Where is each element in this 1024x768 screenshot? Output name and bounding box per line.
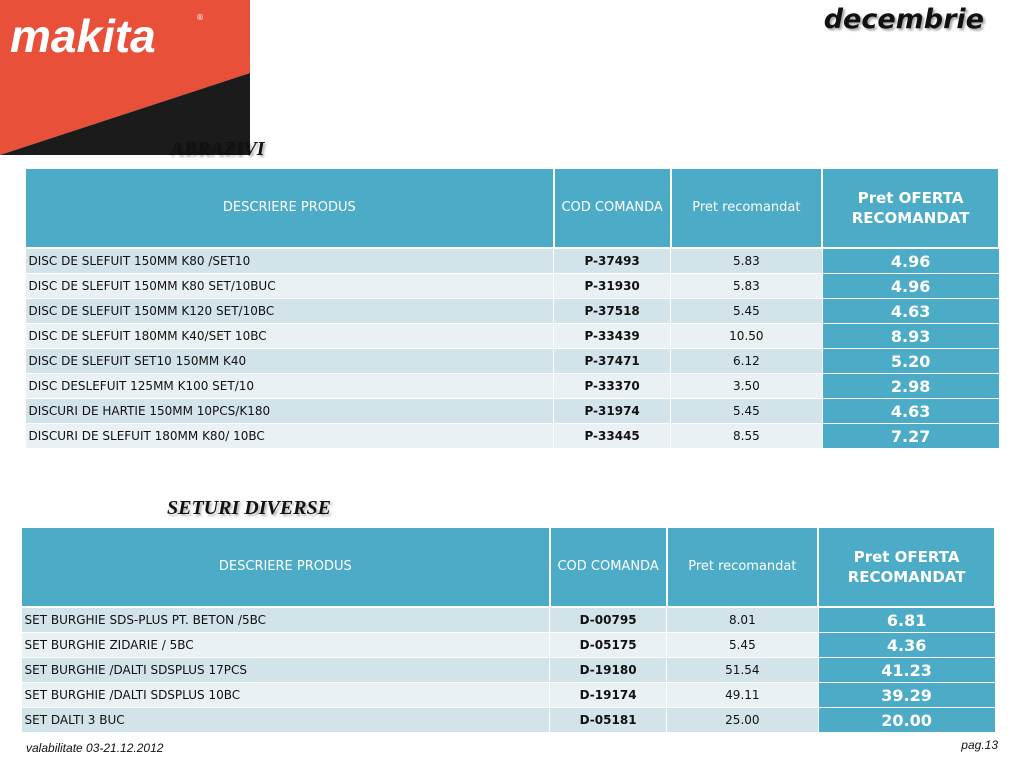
section-title-seturi: SETURI DIVERSE: [167, 497, 331, 519]
product-description: SET BURGHIE /DALTI SDSPLUS 17PCS: [21, 658, 550, 683]
offer-price: 4.63: [822, 299, 999, 324]
header-price: Pret recomandat: [671, 168, 823, 248]
product-description: DISC DE SLEFUIT 150MM K80 /SET10: [25, 248, 554, 274]
product-code: D-05181: [550, 708, 667, 733]
table-row: [21, 683, 995, 708]
recommended-price: 51.54: [667, 658, 819, 683]
table-row: [25, 248, 999, 274]
product-description: DISC DE SLEFUIT SET10 150MM K40: [25, 349, 554, 374]
section-title-abrazivi: ABRAZIVI: [170, 138, 265, 160]
recommended-price: 10.50: [671, 324, 823, 349]
offer-price: 4.36: [818, 633, 995, 658]
product-code: P-33445: [554, 424, 671, 449]
recommended-price: 5.83: [671, 274, 823, 299]
header-description: DESCRIERE PRODUS: [21, 527, 550, 607]
table-row: [21, 658, 995, 683]
product-code: D-19174: [550, 683, 667, 708]
header-price: Pret recomandat: [667, 527, 819, 607]
product-code: D-19180: [550, 658, 667, 683]
offer-price: 2.98: [822, 374, 999, 399]
table-row: [21, 607, 995, 633]
recommended-price: 5.45: [667, 633, 819, 658]
recommended-price: 5.83: [671, 248, 823, 274]
product-code: D-00795: [550, 607, 667, 633]
product-description: DISC DE SLEFUIT 150MM K120 SET/10BC: [25, 299, 554, 324]
recommended-price: 8.01: [667, 607, 819, 633]
table-row: [25, 349, 999, 374]
table-row: [21, 633, 995, 658]
seturi-rows: [21, 607, 995, 733]
product-description: SET BURGHIE ZIDARIE / 5BC: [21, 633, 550, 658]
product-description: SET BURGHIE SDS-PLUS PT. BETON /5BC: [21, 607, 550, 633]
product-code: P-31974: [554, 399, 671, 424]
table-row: [25, 274, 999, 299]
page-number: pag.13: [961, 738, 998, 752]
product-code: P-31930: [554, 274, 671, 299]
offer-price: 4.96: [822, 248, 999, 274]
offer-price: 6.81: [818, 607, 995, 633]
offer-price: 8.93: [822, 324, 999, 349]
product-code: P-33439: [554, 324, 671, 349]
product-code: P-37471: [554, 349, 671, 374]
header-code: COD COMANDA: [550, 527, 667, 607]
table-row: [21, 708, 995, 733]
makita-logo: [0, 0, 250, 155]
table-row: [25, 374, 999, 399]
table-row: [25, 299, 999, 324]
month-title: decembrie: [823, 4, 984, 35]
product-description: SET DALTI 3 BUC: [21, 708, 550, 733]
product-code: D-05175: [550, 633, 667, 658]
header-offer: Pret OFERTA RECOMANDAT: [822, 168, 999, 248]
product-description: DISCURI DE SLEFUIT 180MM K80/ 10BC: [25, 424, 554, 449]
product-description: DISC DESLEFUIT 125MM K100 SET/10: [25, 374, 554, 399]
recommended-price: 49.11: [667, 683, 819, 708]
offer-price: 4.96: [822, 274, 999, 299]
offer-price: 41.23: [818, 658, 995, 683]
header-offer: Pret OFERTA RECOMANDAT: [818, 527, 995, 607]
recommended-price: 3.50: [671, 374, 823, 399]
seturi-table: [20, 526, 996, 733]
header-code: COD COMANDA: [554, 168, 671, 248]
product-code: P-37518: [554, 299, 671, 324]
table-row: [25, 324, 999, 349]
logo-wordmark: makita: [10, 10, 156, 62]
registered-mark: ®: [196, 13, 204, 22]
recommended-price: 5.45: [671, 399, 823, 424]
header-description: DESCRIERE PRODUS: [25, 168, 554, 248]
product-code: P-33370: [554, 374, 671, 399]
table-row: [25, 399, 999, 424]
offer-price: 20.00: [818, 708, 995, 733]
abrazivi-rows: [25, 248, 999, 449]
recommended-price: 6.12: [671, 349, 823, 374]
product-code: P-37493: [554, 248, 671, 274]
recommended-price: 8.55: [671, 424, 823, 449]
product-description: SET BURGHIE /DALTI SDSPLUS 10BC: [21, 683, 550, 708]
validity-note: valabilitate 03-21.12.2012: [26, 741, 164, 755]
recommended-price: 5.45: [671, 299, 823, 324]
offer-price: 5.20: [822, 349, 999, 374]
product-description: DISCURI DE HARTIE 150MM 10PCS/K180: [25, 399, 554, 424]
offer-price: 39.29: [818, 683, 995, 708]
product-description: DISC DE SLEFUIT 150MM K80 SET/10BUC: [25, 274, 554, 299]
table-row: [25, 424, 999, 449]
offer-price: 4.63: [822, 399, 999, 424]
abrazivi-table: [24, 167, 1000, 449]
product-description: DISC DE SLEFUIT 180MM K40/SET 10BC: [25, 324, 554, 349]
recommended-price: 25.00: [667, 708, 819, 733]
offer-price: 7.27: [822, 424, 999, 449]
